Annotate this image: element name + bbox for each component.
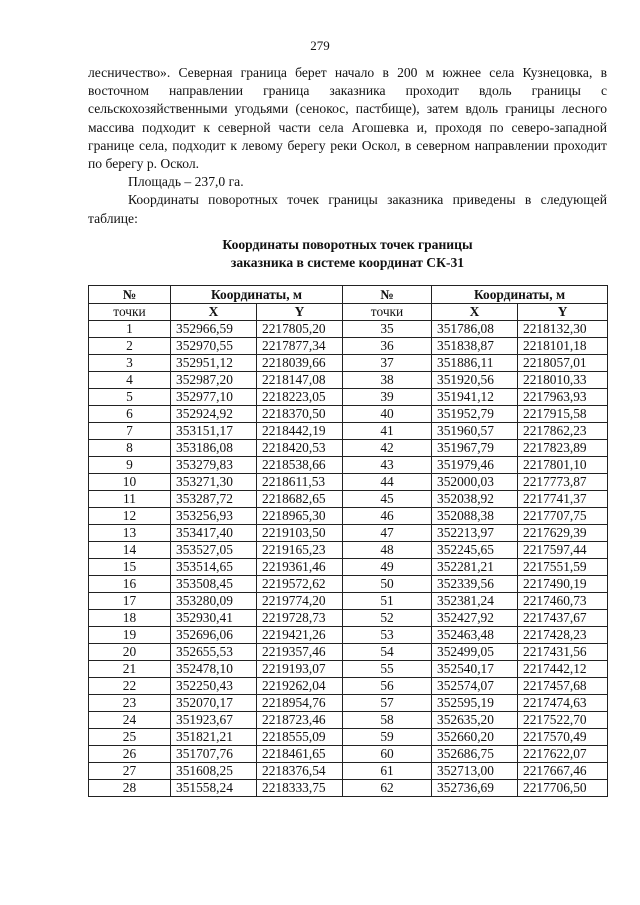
cell-point-no-right: 37 bbox=[343, 355, 432, 372]
cell-point-no-right: 47 bbox=[343, 525, 432, 542]
paragraph-table-intro: Координаты поворотных точек границы заказника приведены в следующей таблице: bbox=[88, 192, 607, 226]
cell-x-right: 351941,12 bbox=[432, 389, 518, 406]
cell-point-no-right: 43 bbox=[343, 457, 432, 474]
cell-x-left: 352696,06 bbox=[171, 627, 257, 644]
cell-point-no-right: 44 bbox=[343, 474, 432, 491]
table-title-line-2: заказника в системе координат СК-31 bbox=[230, 255, 465, 270]
cell-y-right: 2218057,01 bbox=[518, 355, 608, 372]
cell-y-right: 2217551,59 bbox=[518, 559, 608, 576]
cell-point-no-right: 53 bbox=[343, 627, 432, 644]
table-row bbox=[89, 440, 608, 457]
cell-y-left: 2218223,05 bbox=[257, 389, 343, 406]
cell-x-right: 352595,19 bbox=[432, 695, 518, 712]
cell-y-left: 2218611,53 bbox=[257, 474, 343, 491]
cell-point-no-right: 40 bbox=[343, 406, 432, 423]
header-x-left: X bbox=[171, 304, 257, 321]
cell-point-no-right: 54 bbox=[343, 644, 432, 661]
cell-x-right: 352000,03 bbox=[432, 474, 518, 491]
cell-point-no-right: 35 bbox=[343, 321, 432, 338]
cell-point-no-left: 23 bbox=[89, 695, 171, 712]
cell-y-right: 2217437,67 bbox=[518, 610, 608, 627]
cell-point-no-left: 26 bbox=[89, 746, 171, 763]
cell-x-left: 353271,30 bbox=[171, 474, 257, 491]
cell-y-left: 2218442,19 bbox=[257, 423, 343, 440]
cell-x-left: 352070,17 bbox=[171, 695, 257, 712]
cell-y-right: 2217706,50 bbox=[518, 780, 608, 797]
cell-x-left: 352966,59 bbox=[171, 321, 257, 338]
table-row bbox=[89, 627, 608, 644]
cell-x-right: 352245,65 bbox=[432, 542, 518, 559]
table-row bbox=[89, 661, 608, 678]
table-row bbox=[89, 457, 608, 474]
cell-y-left: 2217805,20 bbox=[257, 321, 343, 338]
paragraph-area: Площадь – 237,0 га. bbox=[128, 174, 244, 190]
cell-y-right: 2217801,10 bbox=[518, 457, 608, 474]
cell-y-left: 2218555,09 bbox=[257, 729, 343, 746]
cell-y-left: 2217877,34 bbox=[257, 338, 343, 355]
cell-point-no-left: 6 bbox=[89, 406, 171, 423]
cell-x-right: 352574,07 bbox=[432, 678, 518, 695]
cell-y-right: 2217915,58 bbox=[518, 406, 608, 423]
header-point-right: точки bbox=[343, 304, 432, 321]
cell-x-left: 352930,41 bbox=[171, 610, 257, 627]
cell-y-left: 2218965,30 bbox=[257, 508, 343, 525]
cell-y-right: 2217431,56 bbox=[518, 644, 608, 661]
cell-y-left: 2218420,53 bbox=[257, 440, 343, 457]
cell-point-no-left: 14 bbox=[89, 542, 171, 559]
header-x-right: X bbox=[432, 304, 518, 321]
cell-x-right: 351786,08 bbox=[432, 321, 518, 338]
cell-point-no-right: 60 bbox=[343, 746, 432, 763]
cell-y-left: 2218039,66 bbox=[257, 355, 343, 372]
table-row bbox=[89, 525, 608, 542]
header-coords-left: Координаты, м bbox=[171, 286, 343, 304]
cell-y-right: 2217823,89 bbox=[518, 440, 608, 457]
cell-x-left: 353186,08 bbox=[171, 440, 257, 457]
cell-y-left: 2218147,08 bbox=[257, 372, 343, 389]
cell-point-no-left: 22 bbox=[89, 678, 171, 695]
cell-y-right: 2217963,93 bbox=[518, 389, 608, 406]
cell-x-right: 352281,21 bbox=[432, 559, 518, 576]
cell-x-right: 352540,17 bbox=[432, 661, 518, 678]
cell-point-no-right: 46 bbox=[343, 508, 432, 525]
cell-point-no-left: 27 bbox=[89, 763, 171, 780]
cell-x-left: 353287,72 bbox=[171, 491, 257, 508]
cell-y-right: 2218101,18 bbox=[518, 338, 608, 355]
cell-point-no-left: 13 bbox=[89, 525, 171, 542]
cell-point-no-left: 1 bbox=[89, 321, 171, 338]
cell-x-left: 352924,92 bbox=[171, 406, 257, 423]
cell-x-left: 353508,45 bbox=[171, 576, 257, 593]
table-header-row-2 bbox=[89, 304, 608, 321]
cell-y-left: 2219774,20 bbox=[257, 593, 343, 610]
cell-x-left: 351707,76 bbox=[171, 746, 257, 763]
table-title-line-1: Координаты поворотных точек границы bbox=[222, 237, 473, 252]
cell-x-left: 351923,67 bbox=[171, 712, 257, 729]
body-text bbox=[88, 64, 607, 228]
cell-x-left: 353256,93 bbox=[171, 508, 257, 525]
cell-x-right: 352635,20 bbox=[432, 712, 518, 729]
cell-y-left: 2218376,54 bbox=[257, 763, 343, 780]
cell-x-right: 352213,97 bbox=[432, 525, 518, 542]
cell-x-right: 351960,57 bbox=[432, 423, 518, 440]
cell-y-right: 2217474,63 bbox=[518, 695, 608, 712]
cell-x-right: 352088,38 bbox=[432, 508, 518, 525]
cell-x-right: 352463,48 bbox=[432, 627, 518, 644]
cell-point-no-left: 11 bbox=[89, 491, 171, 508]
cell-x-left: 351821,21 bbox=[171, 729, 257, 746]
cell-y-left: 2219357,46 bbox=[257, 644, 343, 661]
cell-x-left: 353514,65 bbox=[171, 559, 257, 576]
cell-x-left: 353417,40 bbox=[171, 525, 257, 542]
table-row bbox=[89, 593, 608, 610]
cell-point-no-left: 18 bbox=[89, 610, 171, 627]
cell-y-left: 2218333,75 bbox=[257, 780, 343, 797]
table-row bbox=[89, 406, 608, 423]
cell-y-right: 2217622,07 bbox=[518, 746, 608, 763]
cell-y-left: 2219728,73 bbox=[257, 610, 343, 627]
cell-point-no-right: 49 bbox=[343, 559, 432, 576]
cell-y-right: 2217522,70 bbox=[518, 712, 608, 729]
cell-point-no-left: 7 bbox=[89, 423, 171, 440]
paragraph-boundary-description: лесничество». Северная граница берет начало в 200 м южнее села Кузнецовка, в восточном направлении граница заказника проходит вдоль границы с сельскохозяйственными угодьями (сенокос, пастбище), затем вдоль границы лесного массива подходит к северной части села Агошевка и, проходя по северо-западной границе села, подходит к левому берегу реки Оскол, в северном направлении проходит по берегу р. Оскол. bbox=[88, 65, 607, 172]
table-row bbox=[89, 389, 608, 406]
table-row bbox=[89, 576, 608, 593]
table-row bbox=[89, 321, 608, 338]
cell-point-no-left: 9 bbox=[89, 457, 171, 474]
cell-x-right: 352427,92 bbox=[432, 610, 518, 627]
table-row bbox=[89, 610, 608, 627]
cell-y-right: 2217460,73 bbox=[518, 593, 608, 610]
table-row bbox=[89, 474, 608, 491]
cell-y-right: 2217570,49 bbox=[518, 729, 608, 746]
cell-point-no-right: 56 bbox=[343, 678, 432, 695]
cell-y-left: 2219165,23 bbox=[257, 542, 343, 559]
cell-x-right: 351967,79 bbox=[432, 440, 518, 457]
cell-point-no-left: 21 bbox=[89, 661, 171, 678]
cell-y-right: 2217597,44 bbox=[518, 542, 608, 559]
cell-point-no-right: 50 bbox=[343, 576, 432, 593]
coordinates-table bbox=[88, 285, 608, 797]
cell-y-left: 2218682,65 bbox=[257, 491, 343, 508]
cell-point-no-left: 25 bbox=[89, 729, 171, 746]
cell-point-no-left: 24 bbox=[89, 712, 171, 729]
cell-y-left: 2218723,46 bbox=[257, 712, 343, 729]
header-point-left: точки bbox=[89, 304, 171, 321]
cell-point-no-right: 42 bbox=[343, 440, 432, 457]
cell-point-no-right: 58 bbox=[343, 712, 432, 729]
cell-y-left: 2219262,04 bbox=[257, 678, 343, 695]
table-row bbox=[89, 338, 608, 355]
cell-y-left: 2218370,50 bbox=[257, 406, 343, 423]
cell-point-no-left: 5 bbox=[89, 389, 171, 406]
cell-x-left: 352987,20 bbox=[171, 372, 257, 389]
cell-x-right: 352660,20 bbox=[432, 729, 518, 746]
page-number: 279 bbox=[310, 38, 330, 53]
header-coords-right: Координаты, м bbox=[432, 286, 608, 304]
header-y-right: Y bbox=[518, 304, 608, 321]
table-row bbox=[89, 712, 608, 729]
cell-point-no-right: 39 bbox=[343, 389, 432, 406]
cell-y-right: 2217773,87 bbox=[518, 474, 608, 491]
cell-point-no-left: 4 bbox=[89, 372, 171, 389]
cell-point-no-left: 17 bbox=[89, 593, 171, 610]
table-row bbox=[89, 763, 608, 780]
header-no-right: № bbox=[343, 286, 432, 304]
cell-x-left: 351558,24 bbox=[171, 780, 257, 797]
cell-x-right: 352038,92 bbox=[432, 491, 518, 508]
cell-x-right: 351838,87 bbox=[432, 338, 518, 355]
cell-x-right: 352339,56 bbox=[432, 576, 518, 593]
cell-point-no-left: 16 bbox=[89, 576, 171, 593]
cell-x-right: 351920,56 bbox=[432, 372, 518, 389]
cell-x-left: 352951,12 bbox=[171, 355, 257, 372]
cell-point-no-right: 59 bbox=[343, 729, 432, 746]
cell-x-right: 351979,46 bbox=[432, 457, 518, 474]
cell-x-left: 352970,55 bbox=[171, 338, 257, 355]
cell-point-no-right: 36 bbox=[343, 338, 432, 355]
cell-y-right: 2217707,75 bbox=[518, 508, 608, 525]
cell-x-right: 352713,00 bbox=[432, 763, 518, 780]
cell-point-no-left: 20 bbox=[89, 644, 171, 661]
cell-x-right: 352686,75 bbox=[432, 746, 518, 763]
cell-x-left: 353151,17 bbox=[171, 423, 257, 440]
table-row bbox=[89, 678, 608, 695]
cell-y-right: 2217862,23 bbox=[518, 423, 608, 440]
cell-y-right: 2218132,30 bbox=[518, 321, 608, 338]
table-row bbox=[89, 355, 608, 372]
table-row bbox=[89, 644, 608, 661]
table-row bbox=[89, 780, 608, 797]
cell-x-left: 352250,43 bbox=[171, 678, 257, 695]
cell-point-no-left: 10 bbox=[89, 474, 171, 491]
cell-x-left: 351608,25 bbox=[171, 763, 257, 780]
cell-x-left: 353280,09 bbox=[171, 593, 257, 610]
cell-y-right: 2217667,46 bbox=[518, 763, 608, 780]
cell-point-no-right: 57 bbox=[343, 695, 432, 712]
header-no-left: № bbox=[89, 286, 171, 304]
cell-point-no-right: 52 bbox=[343, 610, 432, 627]
cell-point-no-right: 38 bbox=[343, 372, 432, 389]
cell-y-left: 2218461,65 bbox=[257, 746, 343, 763]
cell-y-right: 2217428,23 bbox=[518, 627, 608, 644]
header-y-left: Y bbox=[257, 304, 343, 321]
cell-point-no-right: 61 bbox=[343, 763, 432, 780]
cell-y-left: 2219572,62 bbox=[257, 576, 343, 593]
table-header-row-1 bbox=[89, 286, 608, 304]
cell-x-left: 353279,83 bbox=[171, 457, 257, 474]
cell-y-left: 2219193,07 bbox=[257, 661, 343, 678]
cell-y-left: 2219361,46 bbox=[257, 559, 343, 576]
cell-point-no-left: 8 bbox=[89, 440, 171, 457]
table-row bbox=[89, 423, 608, 440]
coordinates-table-body bbox=[89, 321, 608, 797]
cell-y-right: 2218010,33 bbox=[518, 372, 608, 389]
cell-x-left: 352478,10 bbox=[171, 661, 257, 678]
cell-x-right: 352736,69 bbox=[432, 780, 518, 797]
cell-point-no-right: 62 bbox=[343, 780, 432, 797]
cell-point-no-right: 45 bbox=[343, 491, 432, 508]
table-row bbox=[89, 508, 608, 525]
cell-x-left: 352655,53 bbox=[171, 644, 257, 661]
cell-point-no-left: 2 bbox=[89, 338, 171, 355]
cell-y-left: 2219103,50 bbox=[257, 525, 343, 542]
cell-x-right: 351952,79 bbox=[432, 406, 518, 423]
table-title bbox=[88, 236, 607, 272]
cell-y-left: 2218954,76 bbox=[257, 695, 343, 712]
table-row bbox=[89, 746, 608, 763]
cell-point-no-left: 28 bbox=[89, 780, 171, 797]
table-row bbox=[89, 559, 608, 576]
cell-y-right: 2217490,19 bbox=[518, 576, 608, 593]
cell-x-left: 352977,10 bbox=[171, 389, 257, 406]
cell-point-no-left: 3 bbox=[89, 355, 171, 372]
table-row bbox=[89, 695, 608, 712]
cell-x-left: 353527,05 bbox=[171, 542, 257, 559]
cell-y-right: 2217741,37 bbox=[518, 491, 608, 508]
cell-x-right: 351886,11 bbox=[432, 355, 518, 372]
cell-point-no-right: 55 bbox=[343, 661, 432, 678]
cell-point-no-right: 41 bbox=[343, 423, 432, 440]
cell-x-right: 352499,05 bbox=[432, 644, 518, 661]
cell-x-right: 352381,24 bbox=[432, 593, 518, 610]
table-row bbox=[89, 372, 608, 389]
cell-point-no-right: 48 bbox=[343, 542, 432, 559]
table-row bbox=[89, 491, 608, 508]
cell-point-no-left: 15 bbox=[89, 559, 171, 576]
cell-y-left: 2219421,26 bbox=[257, 627, 343, 644]
table-row bbox=[89, 729, 608, 746]
cell-point-no-right: 51 bbox=[343, 593, 432, 610]
table-row bbox=[89, 542, 608, 559]
cell-point-no-left: 12 bbox=[89, 508, 171, 525]
cell-y-right: 2217457,68 bbox=[518, 678, 608, 695]
cell-y-right: 2217442,12 bbox=[518, 661, 608, 678]
cell-point-no-left: 19 bbox=[89, 627, 171, 644]
cell-y-right: 2217629,39 bbox=[518, 525, 608, 542]
cell-y-left: 2218538,66 bbox=[257, 457, 343, 474]
